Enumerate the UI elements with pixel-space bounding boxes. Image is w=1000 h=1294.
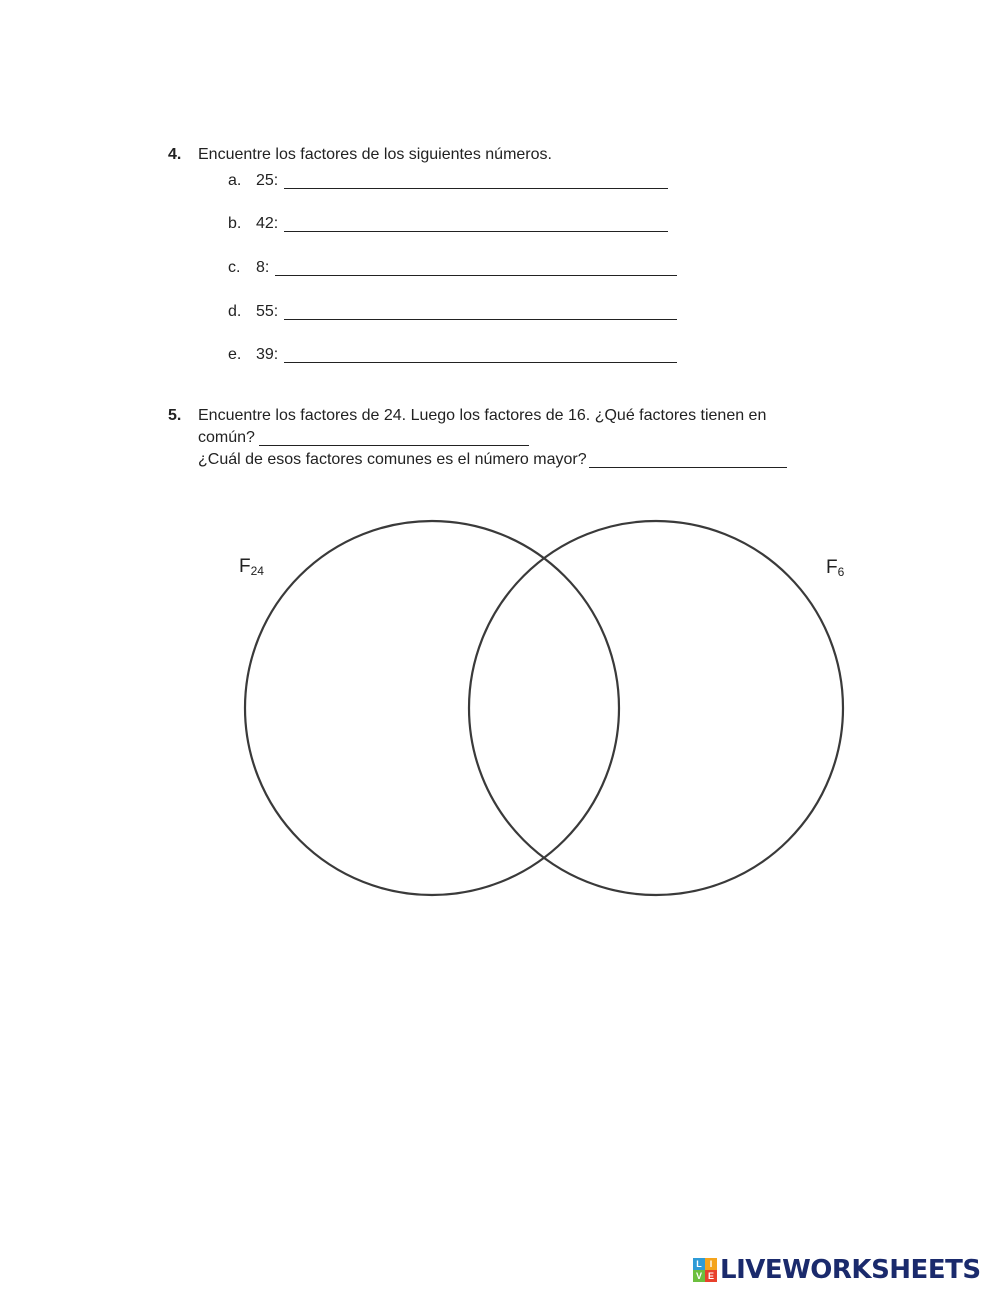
question-4 [168, 144, 868, 166]
question-4-number: 4. [168, 146, 182, 163]
venn-label-left-sub: 24 [250, 564, 264, 578]
question-4-text: Encuentre los factores de los siguientes números. [198, 146, 552, 163]
item-d-letter: d. [228, 303, 242, 320]
item-b-letter: b. [228, 215, 242, 232]
answer-blank-c[interactable] [275, 257, 677, 276]
question-5-number: 5. [168, 407, 182, 424]
question-5-line-1: Encuentre los factores de 24. Luego los factores de 16. ¿Qué factores tienen en [198, 407, 767, 424]
logo-letter-l: L [693, 1258, 705, 1270]
item-a-label: 25: [256, 172, 279, 189]
brand-name: LIVEWORKSHEETS [720, 1255, 981, 1285]
logo-letter-i: I [705, 1258, 717, 1270]
answer-blank-a[interactable] [284, 170, 668, 189]
answer-blank-d[interactable] [284, 301, 677, 320]
item-e-letter: e. [228, 346, 242, 363]
venn-label-right-sub: 6 [837, 565, 845, 579]
question-5-line-2: común? [198, 429, 255, 446]
venn-label-left [239, 556, 264, 578]
liveworksheets-logo-icon [693, 1258, 717, 1282]
venn-label-left-main: F [239, 556, 251, 577]
item-e-label: 39: [256, 346, 279, 363]
liveworksheets-brand [693, 1255, 981, 1285]
answer-blank-b[interactable] [284, 213, 668, 232]
venn-label-right [826, 557, 844, 579]
item-c-letter: c. [228, 259, 241, 276]
item-d-label: 55: [256, 303, 279, 320]
item-c-label: 8: [256, 259, 270, 276]
logo-letter-v: V [693, 1270, 705, 1282]
venn-circle-right[interactable] [469, 521, 843, 895]
question-5-line-3: ¿Cuál de esos factores comunes es el número mayor? [198, 451, 587, 468]
venn-label-right-main: F [826, 557, 838, 578]
answer-blank-e[interactable] [284, 344, 677, 363]
answer-blank-greatest-factor[interactable] [589, 449, 787, 468]
logo-letter-e: E [705, 1270, 717, 1282]
item-b-label: 42: [256, 215, 279, 232]
answer-blank-common-factors[interactable] [259, 427, 529, 446]
item-a-letter: a. [228, 172, 242, 189]
